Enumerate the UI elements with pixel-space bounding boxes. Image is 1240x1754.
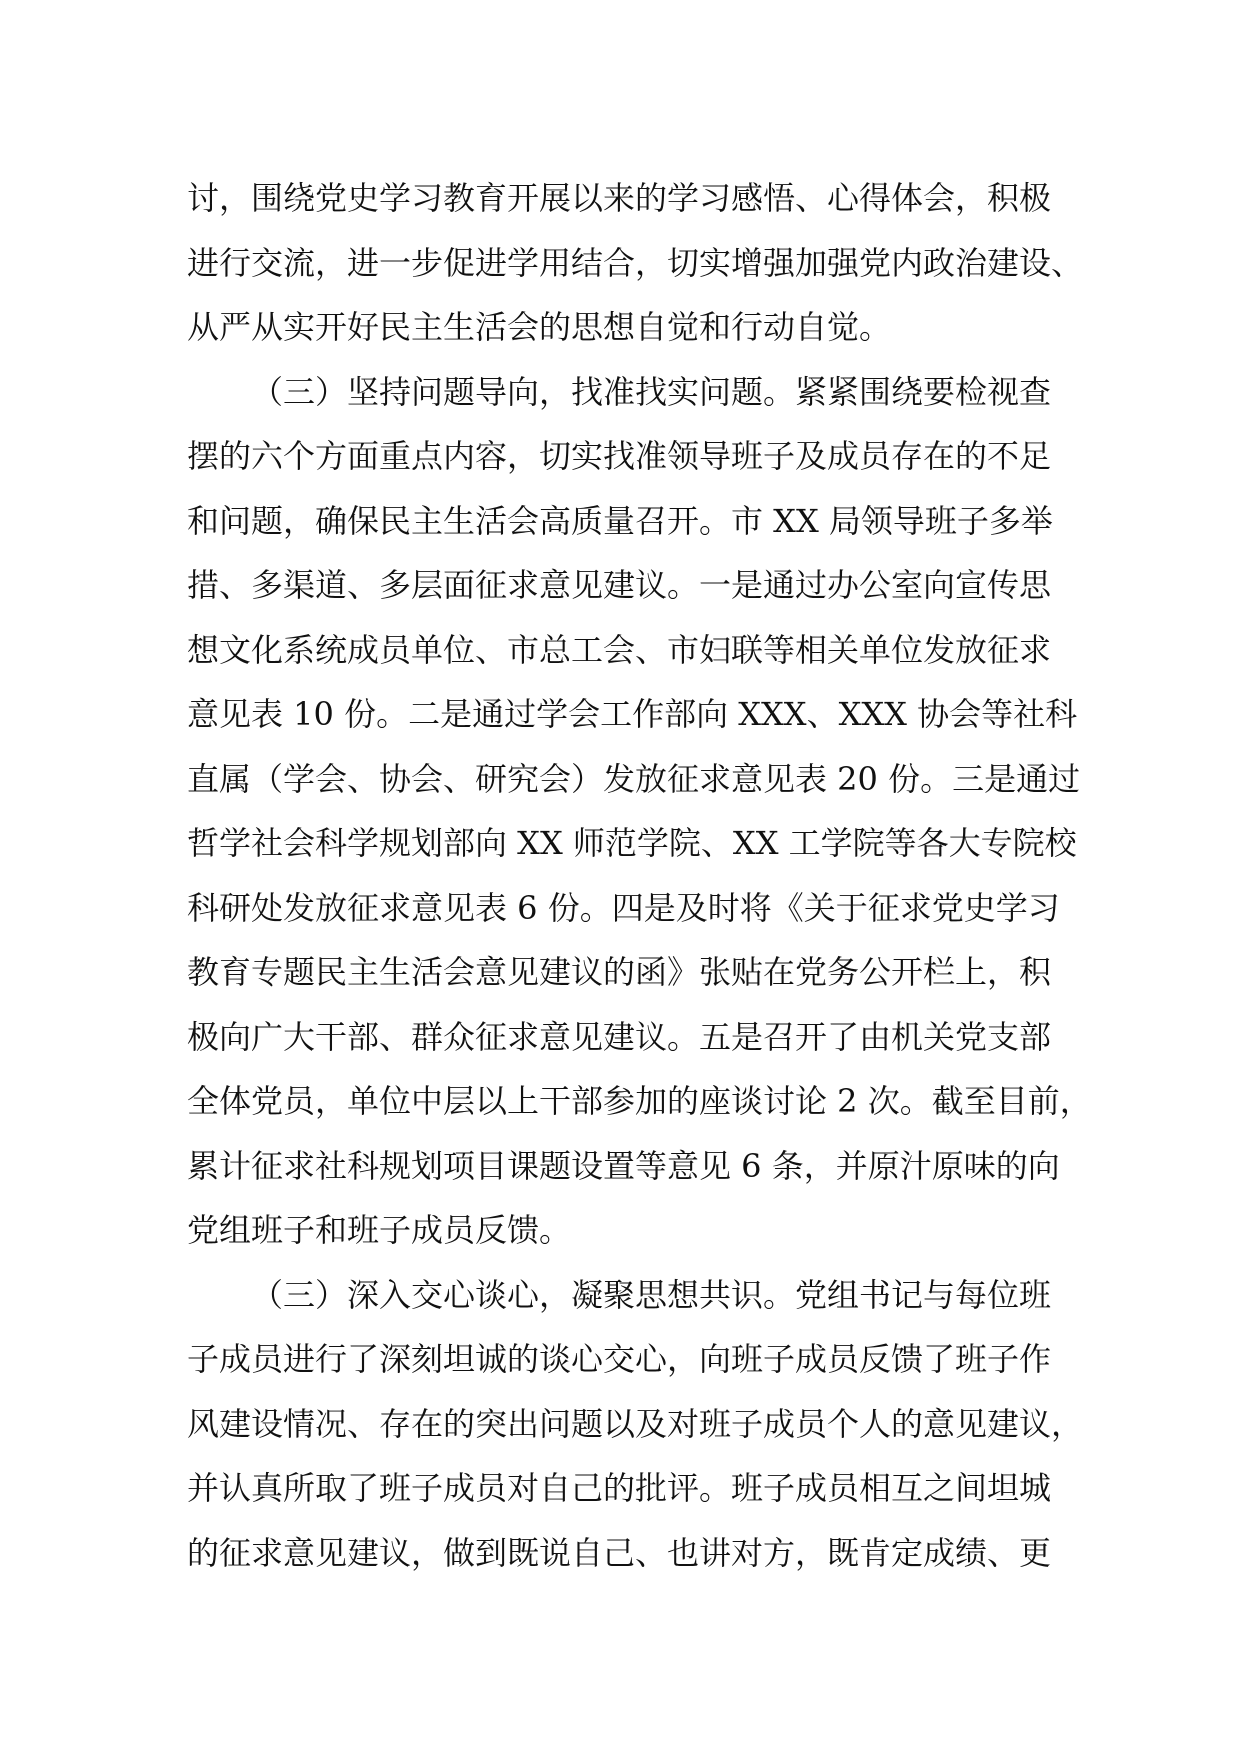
- text-line: 并认真所取了班子成员对自己的批评。班子成员相互之间坦城: [187, 1469, 1052, 1507]
- text-line: 进行交流，进一步促进学用结合，切实增强加强党内政治建设、: [187, 243, 1084, 282]
- text-line: 直属（学会、协会、研究会）发放征求意见表 20 份。三是通过: [187, 759, 1081, 798]
- text-line: 讨，围绕党史学习教育开展以来的学习感悟、心得体会，积极: [187, 179, 1052, 217]
- section-heading-line: （三）坚持问题导向，找准找实问题。紧紧围绕要检视查: [251, 372, 1052, 411]
- text-line: 想文化系统成员单位、市总工会、市妇联等相关单位发放征求: [187, 630, 1052, 669]
- text-line: 子成员进行了深刻坦诚的谈心交心，向班子成员反馈了班子作: [187, 1340, 1052, 1378]
- text-line: 措、多渠道、多层面征求意见建议。一是通过办公室向宣传思: [187, 566, 1052, 604]
- section-heading-line: （三）深入交心谈心，凝聚思想共识。党组书记与每位班: [251, 1275, 1052, 1314]
- body-text: [187, 166, 1092, 1585]
- text-line: 科研处发放征求意见表 6 份。四是及时将《关于征求党史学习: [187, 888, 1060, 927]
- text-line: 党组班子和班子成员反馈。: [187, 1211, 572, 1249]
- text-line: 意见表 10 份。二是通过学会工作部向 XXX、XXX 协会等社科: [187, 695, 1078, 733]
- text-line: 教育专题民主生活会意见建议的函》张贴在党务公开栏上，积: [187, 953, 1052, 991]
- text-line: 和问题，确保民主生活会高质量召开。市 XX 局领导班子多举: [187, 501, 1053, 540]
- text-line: 极向广大干部、群众征求意见建议。五是召开了由机关党支部: [187, 1017, 1052, 1056]
- text-line: 风建设情况、存在的突出问题以及对班子成员个人的意见建议，: [187, 1404, 1084, 1443]
- text-line: 哲学社会科学规划部向 XX 师范学院、XX 工学院等各大专院校: [187, 824, 1077, 862]
- text-line: 摆的六个方面重点内容，切实找准领导班子及成员存在的不足: [187, 437, 1052, 475]
- text-line: 的征求意见建议，做到既说自己、也讲对方，既肯定成绩、更: [187, 1533, 1052, 1572]
- text-line: 全体党员，单位中层以上干部参加的座谈讨论 2 次。截至目前，: [187, 1082, 1092, 1120]
- text-line: 累计征求社科规划项目课题设置等意见 6 条，并原汁原味的向: [187, 1146, 1060, 1185]
- text-line: 从严从实开好民主生活会的思想自觉和行动自觉。: [187, 308, 892, 346]
